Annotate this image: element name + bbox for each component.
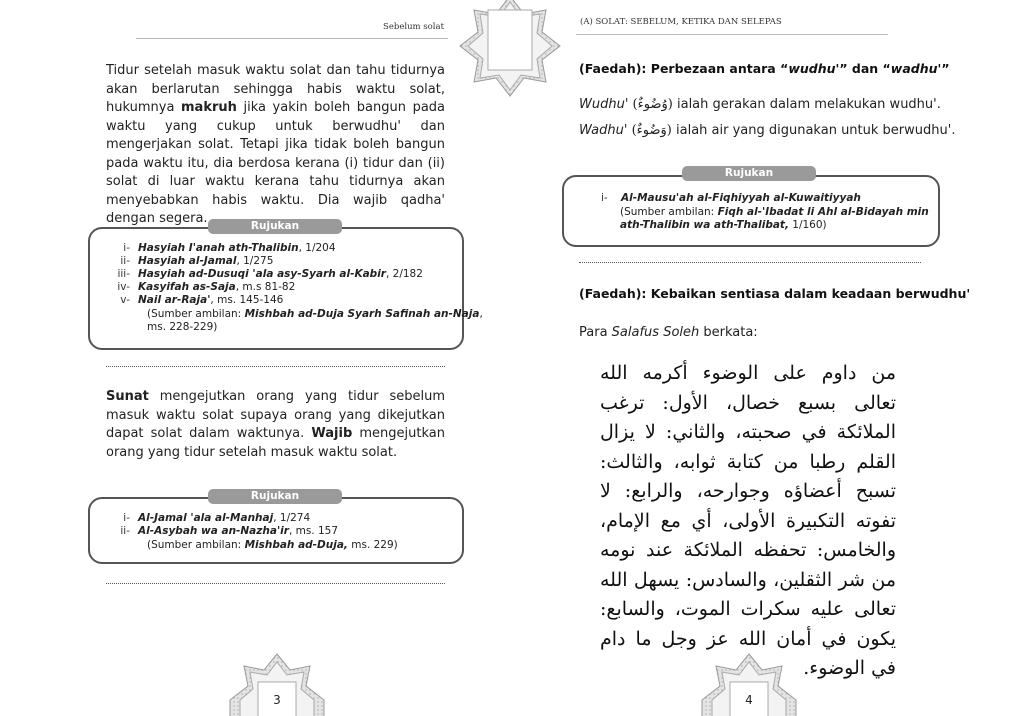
arabic-quote: من داوم على الوضوء أكرمه الله تعالى بسبع خصال، الأول: ترغب الملائكة في صحبته، والثاني: لا يزال القلم رطبا من كتابة ثوابه، والثالث: تسبح أعضاؤه وجوارحه، والرابع: لا تفوته التكبيرة الأولى، أي مع الإمام، والخامس: تحفظه الملائكة عند نومه من شر الثقلين، والسادس: يسهل الله تعالى عليه سكرات الموت، والسابع: يكون في أمان الله عز وجل ما دام في الوضوء.	[600, 362, 896, 679]
rujukan1-item-2	[100, 255, 273, 268]
faedah1-mid: '” dan “	[835, 61, 891, 76]
rujukan1-num-3: iii-	[117, 268, 130, 280]
rujukan2-rest-1: , 1/274	[273, 512, 311, 524]
rujukan1-title-2: Hasyiah al-Jamal	[138, 255, 237, 267]
p2-text-a: mengejutkan orang yang tidur sebelum masuk waktu solat supaya orang yang dikejutkan dapat solat dalam waktunya.	[106, 389, 445, 441]
rujukan1-source-rest: ,	[479, 308, 483, 320]
rujukan-right-source-prefix: (Sumber ambilan:	[620, 206, 718, 218]
rujukan2-source	[147, 539, 398, 552]
rujukan2-title-1: Al-Jamal 'ala al-Manhaj	[138, 512, 274, 524]
salafus-intro	[579, 325, 758, 340]
right-running-header: (A) SOLAT: SEBELUM, KETIKA DAN SELEPAS	[580, 17, 782, 27]
rujukan-tab-1: Rujukan	[208, 219, 342, 234]
left-dotted-divider-2	[106, 583, 445, 584]
rujukan1-rest-2: , 1/275	[236, 255, 274, 267]
intro-italic: Salafus Soleh	[611, 325, 700, 340]
rujukan1-source-title: Mishbah ad-Duja Syarh Safinah an-Naja	[244, 308, 480, 320]
left-dotted-divider-1	[106, 366, 445, 367]
rujukan1-rest-4: , m.s 81-82	[235, 281, 296, 293]
p2-bold-wajib: Wajib	[311, 426, 353, 441]
rujukan1-item-5	[100, 294, 283, 307]
rujukan1-rest-5: , ms. 145-146	[210, 294, 284, 306]
rujukan1-title-1: Hasyiah I'anah ath-Thalibin	[138, 242, 299, 254]
def1-arabic: (وُضُوءٌ)	[632, 97, 673, 112]
definition-wadhu	[579, 123, 955, 138]
faedah-2-heading: (Faedah): Kebaikan sentiasa dalam keadaan berwudhu'	[579, 286, 971, 301]
faedah1-word-wadhu: wadhu	[890, 61, 938, 76]
faedah-1-heading	[579, 61, 950, 76]
rujukan2-title-2: Al-Asybah wa an-Nazha'ir	[138, 525, 289, 537]
rujukan-right-source-line2	[620, 219, 827, 232]
p1-text-a: Tidur setelah masuk waktu solat dan tahu tidurnya akan berlarutan sehingga habis waktu solat, hukumnya	[106, 63, 445, 115]
rujukan-right-item-1	[601, 192, 861, 205]
rujukan1-source	[147, 308, 483, 321]
left-page-number: 3	[273, 693, 281, 707]
definition-wudhu	[579, 97, 941, 112]
rujukan-right-source-rest: 1/160)	[788, 219, 827, 231]
rujukan1-item-4	[100, 281, 295, 294]
rujukan2-source-title: Mishbah ad-Duja,	[244, 539, 348, 551]
right-dotted-divider	[579, 262, 921, 263]
rujukan1-num-1: i-	[123, 242, 130, 254]
rujukan-right-title: Al-Mausu'ah al-Fiqhiyyah al-Kuwaitiyyah	[621, 192, 861, 204]
p1-text-b: jika yakin boleh bangun pada waktu yang cukup untuk berwudhu' dan mengerjakan solat. Tetapi jika tidak boleh bangun pada waktu itu, dia berdosa kerana (i) tidur dan (ii) solat di luar waktu kerana tahu tidurnya akan menyebabkan habis waktu. Dia wajib qadha' dengan segera.	[106, 100, 445, 226]
rujukan-right-source	[620, 206, 929, 219]
right-header-rule	[576, 34, 888, 35]
p2-bold-sunat: Sunat	[106, 389, 149, 404]
rujukan1-item-3	[100, 268, 423, 281]
def2-text: ialah air yang digunakan untuk berwudhu'.	[671, 123, 956, 138]
rujukan1-source-line2: ms. 228-229)	[147, 321, 218, 333]
rujukan2-item-2	[100, 525, 338, 538]
def2-arabic: (وَضُوءٌ)	[631, 123, 672, 138]
rujukan2-num-2: ii-	[120, 525, 130, 537]
def1-term: Wudhu'	[579, 97, 629, 112]
rujukan2-num-1: i-	[123, 512, 130, 524]
rujukan1-num-4: iv-	[117, 281, 130, 293]
rujukan2-source-prefix: (Sumber ambilan:	[147, 539, 245, 551]
rujukan1-item-1	[100, 242, 336, 255]
rujukan1-source-prefix: (Sumber ambilan:	[147, 308, 245, 320]
rujukan1-num-2: ii-	[120, 255, 130, 267]
rujukan-tab-right: Rujukan	[682, 166, 816, 181]
left-running-header: Sebelum solat	[383, 22, 444, 32]
p1-bold-makruh: makruh	[181, 100, 237, 115]
rujukan-tab-2: Rujukan	[208, 489, 342, 504]
faedah1-word-wudhu: wudhu	[788, 61, 836, 76]
def2-term: Wadhu'	[579, 123, 628, 138]
rujukan2-rest-2: , ms. 157	[288, 525, 339, 537]
rujukan1-title-5: Nail ar-Raja'	[138, 294, 211, 306]
left-paragraph-1	[106, 62, 445, 229]
faedah1-prefix: (Faedah): Perbezaan antara “	[579, 61, 789, 76]
rujukan1-title-4: Kasyifah as-Saja	[138, 281, 236, 293]
left-header-rule	[136, 38, 448, 39]
rujukan-right-num: i-	[601, 192, 608, 204]
rujukan1-rest-1: , 1/204	[298, 242, 336, 254]
right-page-number: 4	[745, 693, 753, 707]
intro-suffix: berkata:	[699, 325, 758, 340]
rujukan1-title-3: Hasyiah ad-Dusuqi 'ala asy-Syarh al-Kabir	[138, 268, 386, 280]
rujukan-right-source-title: Fiqh al-'Ibadat li Ahl al-Bidayah min	[717, 206, 929, 218]
star-ornament-top	[440, 0, 580, 104]
rujukan-right-source-title2: ath-Thalibin wa ath-Thalibat,	[620, 219, 789, 231]
def1-text: ialah gerakan dalam melakukan wudhu'.	[672, 97, 941, 112]
faedah1-suffix: '”	[937, 61, 950, 76]
rujukan1-num-5: v-	[120, 294, 130, 306]
rujukan2-item-1	[100, 512, 310, 525]
intro-prefix: Para	[579, 325, 612, 340]
rujukan1-rest-3: , 2/182	[385, 268, 423, 280]
left-paragraph-2	[106, 388, 445, 462]
p2-text-b: mengejutkan orang yang tidur setelah masuk waktu solat.	[106, 426, 445, 460]
rujukan2-source-rest: ms. 229)	[347, 539, 398, 551]
